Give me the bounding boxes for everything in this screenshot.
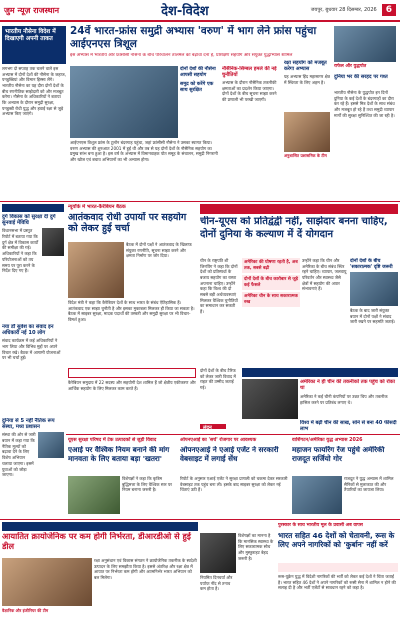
row2-c-kicker: वाशिंगटन/अमेरिका युद्ध अभ्यास 2026 xyxy=(292,438,363,443)
bottom-c-kicker: पुरस्कार के साथ भारतीय मूल के प्रवासी अब वापस xyxy=(278,523,363,528)
lead-right-headline: अमेरिका ने ही चीन की तकनीकों तक पहुंच को रोका था xyxy=(300,379,395,391)
lead-point-3: अमेरिका चीन के साथ सकारात्मक रुख xyxy=(242,292,300,307)
left-story-2 xyxy=(2,324,64,416)
navy-side-box xyxy=(2,26,66,64)
bottom-a-headline: आयातित क्रायोजेनिक पर कम होगी निर्भरता, डीआरडीओ से हुई डील xyxy=(2,532,191,551)
lead-photo-small xyxy=(350,272,398,306)
side4-text: भारतीय नौसेना के युद्धपोत इन दिनों दुनिया के कई देशों के बंदरगाहों का दौरा कर रहे हैं। इससे मित्र देशों के साथ संबंध और मजबूत हो रहे हैं तथा समुद्री व्यापार मार्गों की सुरक्षा सुनिश्चित की जा रही है। xyxy=(334,90,395,118)
lead-point-2: दोनों देशों के बीच कारोबार से जुड़े कई फैसले xyxy=(242,275,300,290)
top-side-column xyxy=(222,66,282,198)
lead-col4-text: बैठक के बाद जारी संयुक्त बयान में दोनों पक्षों ने संवाद जारी रखने पर सहमति जताई। xyxy=(350,308,396,325)
bottom-b-kicker-wrap xyxy=(200,522,274,531)
lead-strip xyxy=(242,368,398,377)
left-story-1-text: विधानसभा में प्रस्तुत रिपोर्ट में बताया गया कि दुर्ग क्षेत्र में विकास कार्यों की समीक्षा की गई। अधिकारियों ने कहा कि परियोजनाओं को तय समय पर पूरा करने के निर्देश दिए गए हैं। xyxy=(2,228,39,274)
left-story-1-headline: दुर्ग विकास को सुरक्षा दी दुर्ग सुनवाई मेंविधि xyxy=(2,214,56,227)
left-story-1 xyxy=(2,214,64,322)
side2-headline: नौसैनिक-सिम्बल हमले की नई चुनौतियों xyxy=(222,66,277,78)
left-story-3-headline: दुनिया से 5 नहीं नैतिक रूप संस्था, मध्य प्रशासन xyxy=(2,418,55,431)
lead-right2-headline: विश्व में बढ़ी चीन की साख, सोने से बना 40 फीसदी लाभ xyxy=(300,420,397,432)
left-story-1-photo xyxy=(42,228,64,256)
row2-b-headline: ओपनएआई ने एआई एजेंट ने सरकारी वेबसाइट में लगाई सेंध xyxy=(180,446,279,463)
row2-c-photo xyxy=(292,476,342,514)
lead-sub: दोनों देशों के बीच 'सकारात्मक' दृष्टि जरूरी xyxy=(350,259,393,270)
top-story-text: आईएनएस त्रिशूल फ्रांस के टूलॉन बंदरगाह पहुंचा, जहां फ्रांसीसी नौसेना ने उसका स्वागत किया। वरुण अभ्यास की शुरुआत 2001 में हुई थी और तब से यह दोनों देशों के नौसैनिक सहयोग का प्रमुख स्तंभ बना हुआ है। इस वर्ष के अभ्यास में विमानवाहक पोत समूह के संचालन, समुद्री निगरानी और खोज एवं बचाव अभियानों का भी अभ्यास होगा। xyxy=(70,140,218,163)
bottom-a-kicker-bar xyxy=(2,522,198,531)
edition-date: जयपुर, बुधवार 28 दिसम्बर, 2026 xyxy=(310,7,377,13)
leaders-photo xyxy=(242,379,298,419)
left-story-3 xyxy=(2,418,64,518)
row2-a-headline: एआई पर वैश्विक नियम बनाने की मांग मानवता के लिए बताया बड़ा 'खतरा' xyxy=(68,446,170,463)
lead-lower-left-text: दोनों देशों के बीच टैरिफ को लेकर जारी विवाद में राहत की उम्मीद जताई गई। xyxy=(200,368,236,391)
warship-photo xyxy=(70,66,178,138)
newspaper-brand: जुम न्यूज़ राजस्थान xyxy=(4,5,60,15)
left-story-3-text: संस्था की ओर से जारी बयान में कहा गया कि नैतिक मूल्यों को बढ़ावा देने के लिए विशेष अभियान चलाया जाएगा। इसमें युवाओं को जोड़ा जाएगा। xyxy=(2,432,36,478)
bottom-b-photo xyxy=(200,533,236,573)
left-story-3-photo xyxy=(38,432,64,458)
navy-side-text: लगभग दो सप्ताह तक चलने वाले इस अभ्यास में दोनों देशों की नौसेना के जहाज, पनडुब्बियां और विमान हिस्सा लेंगे। भारतीय नौसेना का यह दौरा दोनों देशों के बीच रणनीतिक साझेदारी को और मजबूत करेगा। नौसेना के अधिकारियों ने बताया कि अभ्यास के दौरान समुद्री सुरक्षा, पनडुब्बी रोधी युद्ध और हवाई रक्षा से जुड़े अभ्यास किए जाएंगे। xyxy=(2,66,66,117)
middle-caption-text: कैरेबियन समुदाय में 22 सदस्य और सहयोगी देश शामिल हैं जो क्षेत्रीय एकीकरण और आर्थिक सहयोग के लिए मिलकर काम करते हैं। xyxy=(68,380,196,391)
lead-kicker-bar xyxy=(200,204,398,214)
row2-a-kicker: यूएस सुरक्षा परिषद में टेक उत्पादकों से जुड़ी विवाद xyxy=(68,438,157,443)
middle-caption-bar xyxy=(68,368,196,378)
lead-headline: चीन-यूएस को प्रतिद्वंद्वी नहीं, साझेदार बनना चाहिए, दोनों दुनिया के कल्याण में दें योगदान xyxy=(200,216,388,240)
officers-photo xyxy=(284,112,330,152)
bottom-c-headline: भारत सहित 46 देशों को चेतावनी, रूस के लिए अपने नागरिकों को 'कुर्बान' नहीं करें xyxy=(278,531,395,550)
middle-headline: आतंकवाद रोधी उपायों पर सहयोग को लेकर हुई चर्चा xyxy=(68,212,187,235)
row2-c-text: राजदूत ने युद्ध अभ्यास में शामिल सैनिकों से मुलाकात की और तैयारियों का जायजा लिया। xyxy=(344,476,394,493)
row2-a-photo xyxy=(68,476,120,514)
row2-b-text: रिपोर्ट के अनुसार एआई एजेंट ने सुरक्षा प्रणाली को चकमा देकर सरकारी वेबसाइट तक पहुंच बना ली। इसके बाद साइबर सुरक्षा को लेकर नई चिंताएं उठी हैं। xyxy=(180,476,288,493)
lead-tag-wrap xyxy=(200,420,226,429)
lead-points xyxy=(242,258,300,368)
rafale-photo xyxy=(334,26,396,62)
side3-text: यह अभ्यास हिंद महासागर क्षेत्र में स्थिरता के लिए अहम है। xyxy=(284,74,330,85)
lead-right-text: अमेरिका ने कई चीनी कंपनियों पर उन्नत चिप और तकनीक हासिल करने पर प्रतिबंध लगाए थे। xyxy=(300,394,388,405)
bottom-b-text: विशेषज्ञों का मानना है कि मानसिक स्वास्थ्य के लिए सकारात्मक सोच और मुस्कुराहट बेहद जरूरी है। xyxy=(238,533,274,561)
middle-story-text: विदेश मंत्री ने कहा कि कैरेबियन देशों के साथ भारत के संबंध ऐतिहासिक हैं। आतंकवाद एक साझा चुनौती है और इसका मुकाबला मिलकर ही किया जा सकता है। बैठक में साइबर सुरक्षा, मादक पदार्थों की तस्करी और समुद्री सुरक्षा पर भी विचार-विमर्श हुआ। xyxy=(68,300,195,323)
bullet-one: दोनों देशों की नौसेना आपसी सहयोग xyxy=(180,67,216,78)
side3-box xyxy=(284,60,330,110)
left-story-2-text: संवाद कार्यक्रम में कई अधिकारियों ने भाग लिया और विभिन्न मुद्दों पर अपने विचार रखे। बैठक में आगामी योजनाओं पर भी चर्चा हुई। xyxy=(2,338,61,361)
side2-text: अभ्यास के दौरान नौसैनिक तकनीकी क्षमताओं का प्रदर्शन किया जाएगा। दोनों देशों के बीच सूचना साझा करने की प्रणाली भी परखी जाएगी। xyxy=(222,80,277,103)
lead-col3-text: उन्होंने कहा कि चीन और अमेरिका के बीच संबंध स्थिर रहने चाहिए। व्यापार, जलवायु परिवर्तन और स्वास्थ्य जैसे क्षेत्रों में सहयोग की अपार संभावनाएं हैं। xyxy=(302,258,347,292)
left-column-label-bar xyxy=(2,204,64,212)
bottom-a-text: रक्षा अनुसंधान एवं विकास संगठन ने क्रायोजेनिक तकनीक के स्वदेशी उत्पादन के लिए समझौता किया है। इससे अंतरिक्ष और रक्षा क्षेत्र में आयात पर निर्भरता कम होगी और आत्मनिर्भर भारत अभियान को बल मिलेगा। xyxy=(94,558,197,581)
bottom-a-caption: वैज्ञानिक और इंजीनियर की टीम xyxy=(2,608,49,613)
bottom-b-text-2: नियमित दिनचर्या और पर्याप्त नींद से तनाव कम होता है। xyxy=(200,575,233,592)
top-headline-wrap xyxy=(70,25,330,53)
side4-label: राफेल और युद्धपोत xyxy=(334,64,367,69)
top-bullets xyxy=(180,66,220,138)
top-headline: 24वें भारत-फ्रांस समुद्री अभ्यास 'वरुण' में भाग लेने फ्रांस पहुंचा आईएनएस त्रिशूल xyxy=(70,25,317,50)
side4-headline: दुनिया भर की सरहद पर गश्त xyxy=(334,74,388,80)
row2-c-headline: महाजन फायरिंग रेंज पहुंचे अमेरिकी राजदूत सर्जियो गोर xyxy=(292,446,385,463)
middle-photo xyxy=(68,242,124,298)
lead-tag: लंदन xyxy=(200,424,226,429)
bottom-c-sub-bar xyxy=(278,563,398,572)
section-title: देश-विदेश xyxy=(161,4,209,19)
navy-side-headline: भारतीय नौसेना विदेश में दिखाएगी अपनी ताकत xyxy=(5,29,56,43)
top-subhead: इस अभ्यास में भारतीय और फ्रांसीसी नौसेना के बीच परिचालन तालमेल को बढ़ावा देना है, प्रशिक्षण सहयोग और संयुक्त युद्धाभ्यास शामिल xyxy=(70,53,293,58)
middle-side-text: बैठक में दोनों पक्षों ने आतंकवाद के खिलाफ संयुक्त रणनीति, सूचना साझा करने और क्षमता निर्माण पर जोर दिया। xyxy=(126,242,192,259)
row2-b-kicker: ओपनएआई का 'सर्च' रोजगार पर आवश्यक xyxy=(180,438,257,443)
page-number: 6 xyxy=(382,4,396,16)
bullet-two: समुद्र को करेंगे एक साथ सुरक्षित xyxy=(180,82,214,93)
middle-kicker: न्यूयॉर्क में भारत-कैरेबियन बैठक xyxy=(68,204,126,210)
bottom-c-text: रूस-यूक्रेन युद्ध में विदेशी नागरिकों की भर्ती को लेकर कई देशों ने चिंता जताई है। भारत सहित 46 देशों ने अपने नागरिकों को रूसी सेना में शामिल न होने की सलाह दी है और भर्ती एजेंटों से सावधान रहने को कहा है। xyxy=(278,574,396,591)
side4-caption: अनुशासित प्रशासनिक के टीम xyxy=(284,153,327,158)
left-story-2-headline: नया डॉ सुवेश का संवाद इन अधिकारी नई 10 लोग xyxy=(2,324,54,337)
row2-a-text: विशेषज्ञों ने कहा कि कृत्रिम बुद्धिमत्ता के लिए वैश्विक स्तर पर नियम बनाना जरूरी है। xyxy=(122,476,172,493)
lead-point-1: अमेरिका की घोषणा रहती है, अब तक, सबसे बढ़ी xyxy=(242,258,300,273)
masthead xyxy=(0,0,400,22)
bottom-a-photo xyxy=(2,558,92,606)
lead-col1-text: चीन के राष्ट्रपति शी जिनपिंग ने कहा कि दोनों देशों को प्रतिस्पर्धा के बजाय सहयोग का रास्ता अपनाना चाहिए। उन्होंने कहा कि विश्व की दो सबसे बड़ी अर्थव्यवस्थाएं मिलकर वैश्विक चुनौतियों का समाधान कर सकती हैं। xyxy=(200,258,238,315)
side3-headline: रक्षा सहयोग को मजबूत करेगा अभ्यास xyxy=(284,60,327,72)
